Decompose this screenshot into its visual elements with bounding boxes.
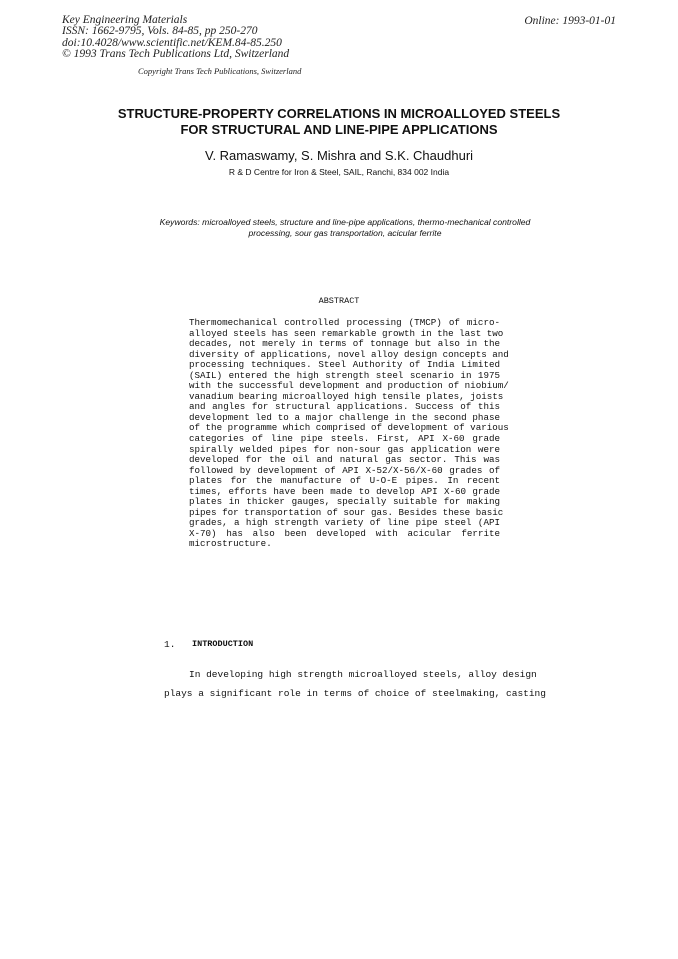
abstract-line: decades, not merely in terms of tonnage but also in the bbox=[189, 338, 500, 350]
abstract-line: processing techniques. Steel Authority of India Limited bbox=[189, 359, 500, 371]
section-number: 1. bbox=[164, 639, 176, 650]
header-info bbox=[62, 15, 289, 60]
authors: V. Ramaswamy, S. Mishra and S.K. Chaudhuri bbox=[204, 148, 474, 163]
keywords-line-2: processing, sour gas transportation, acicular ferrite bbox=[248, 228, 442, 238]
abstract-line: spirally welded pipes for non-sour gas application were bbox=[189, 443, 500, 455]
abstract-line: plates for the manufacture of U-O-E pipes. In recent bbox=[189, 475, 500, 487]
paper-title bbox=[0, 106, 678, 138]
abstract-line: microstructure. bbox=[189, 538, 272, 550]
abstract-line: categories of line pipe steels. First, API X-60 grade bbox=[189, 433, 500, 445]
copyright-small: Copyright Trans Tech Publications, Switzerland bbox=[138, 66, 302, 76]
abstract-line: followed by development of API X-52/X-56/X-60 grades of bbox=[189, 464, 500, 476]
abstract-line: developed for the oil and natural gas sector. This was bbox=[189, 454, 500, 466]
section-heading: INTRODUCTION bbox=[192, 639, 254, 649]
copyright-line: © 1993 Trans Tech Publications Ltd, Switzerland bbox=[62, 47, 290, 60]
abstract-heading: ABSTRACT bbox=[318, 296, 360, 306]
abstract-line: of the programme which comprised of development of various bbox=[189, 422, 509, 434]
intro-text-line-2: plays a significant role in terms of choice of steelmaking, casting bbox=[164, 688, 546, 699]
abstract-line: vanadium bearing microalloyed high tensile plates, joists bbox=[189, 390, 504, 402]
online-date: Online: 1993-01-01 bbox=[524, 15, 616, 27]
keywords-line-1: Keywords: microalloyed steels, structure and line-pipe applications, thermo-mechanical controlled bbox=[159, 217, 531, 227]
issn-line: ISSN: 1662-9795, Vols. 84-85, pp 250-270 bbox=[62, 25, 258, 38]
abstract-line: Thermomechanical controlled processing (TMCP) of micro- bbox=[189, 317, 500, 328]
abstract-line: pipes for transportation of sour gas. Besides these basic bbox=[189, 506, 504, 518]
affiliation: R & D Centre for Iron & Steel, SAIL, Ranchi, 834 002 India bbox=[228, 167, 450, 177]
abstract-line: development led to a major challenge in the second phase bbox=[189, 411, 500, 423]
doi-line: doi:10.4028/www.scientific.net/KEM.84-85.250 bbox=[62, 36, 282, 49]
abstract-line: and angles for structural applications. Success of this bbox=[189, 401, 500, 413]
abstract-line: grades, a high strength variety of line pipe steel (API bbox=[189, 517, 500, 529]
abstract-line: diversity of applications, novel alloy design concepts and bbox=[189, 348, 509, 360]
abstract-line: X-70) has also been developed with acicular ferrite bbox=[189, 527, 500, 539]
abstract-line: alloyed steels has seen remarkable growth in the last two bbox=[189, 327, 504, 339]
abstract-body bbox=[189, 317, 509, 550]
abstract-line: (SAIL) entered the high strength steel scenario in 1975 bbox=[189, 369, 500, 381]
title-line-2: FOR STRUCTURAL AND LINE-PIPE APPLICATIONS bbox=[180, 122, 498, 137]
title-line-1: STRUCTURE-PROPERTY CORRELATIONS IN MICROALLOYED STEELS bbox=[117, 106, 561, 121]
intro-text-line-1: In developing high strength microalloyed steels, alloy design bbox=[189, 669, 537, 680]
keywords bbox=[120, 217, 570, 239]
abstract-line: plates in thicker gauges, specially suitable for making bbox=[189, 496, 500, 508]
abstract-line: with the successful development and production of niobium/ bbox=[189, 380, 509, 392]
journal-name: Key Engineering Materials bbox=[62, 14, 188, 26]
abstract-line: times, efforts have been made to develop API X-60 grade bbox=[189, 485, 500, 497]
